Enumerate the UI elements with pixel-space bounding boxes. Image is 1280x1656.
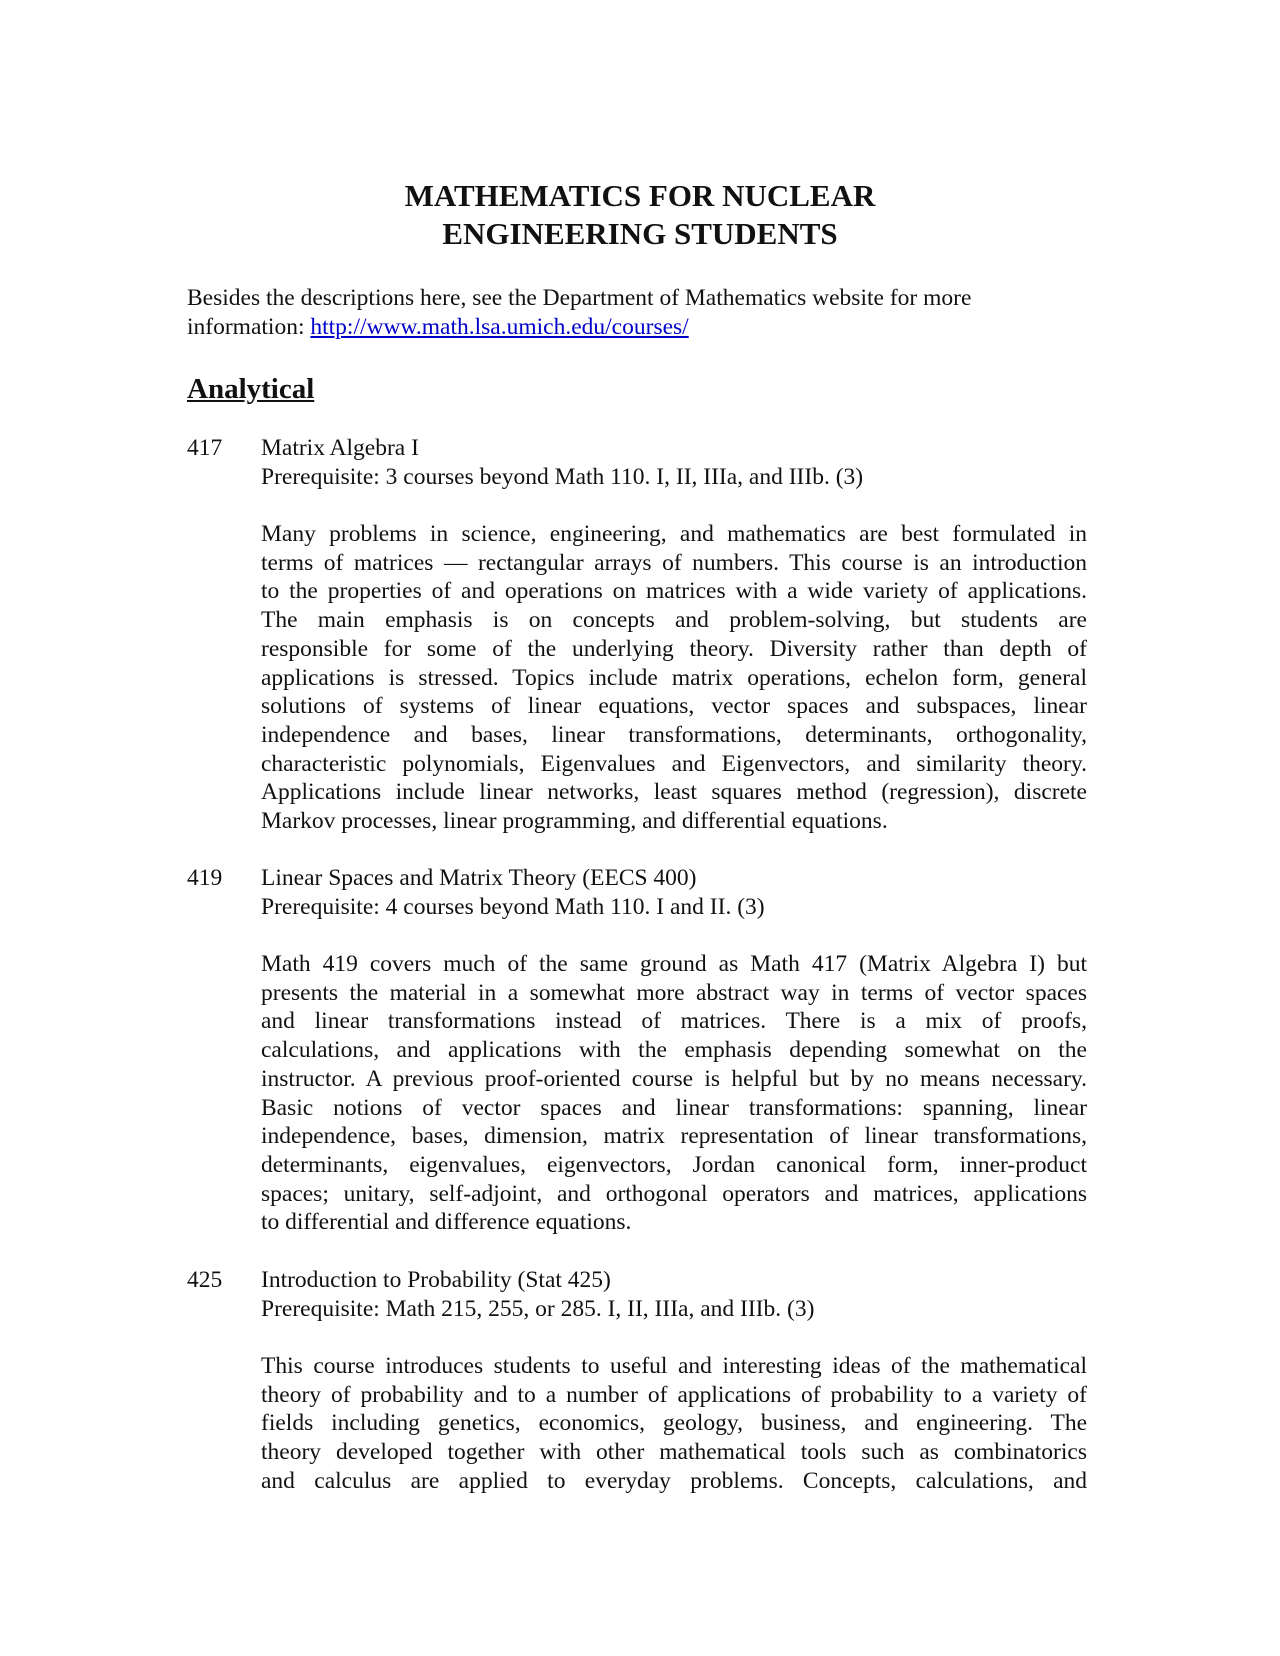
description-line: This course introduces students to useful and interesting ideas of the mathematical — [261, 1353, 1087, 1379]
description-line: Math 419 covers much of the same ground as Math 417 (Matrix Algebra I) but — [261, 951, 1087, 977]
course-name: Matrix Algebra I — [261, 435, 419, 461]
description-line: applications is stressed. Topics include matrix operations, echelon form, general — [261, 664, 1087, 691]
intro-paragraph — [187, 284, 1087, 342]
description-line: fields including genetics, economics, geology, business, and engineering. The — [261, 1410, 1087, 1437]
description-line: Applications include linear networks, least squares method (regression), discrete — [261, 779, 1087, 806]
course-number: 425 — [187, 1267, 223, 1293]
description-line: solutions of systems of linear equations, vector spaces and subspaces, linear — [261, 693, 1087, 720]
description-line: spaces; unitary, self-adjoint, and orthogonal operators and matrices, applications — [261, 1180, 1087, 1207]
page-title-line-2: ENGINEERING STUDENTS — [442, 216, 838, 251]
description-line: Many problems in science, engineering, and mathematics are best formulated in — [261, 521, 1087, 547]
description-line: determinants, eigenvalues, eigenvectors, Jordan canonical form, inner-product — [261, 1151, 1087, 1178]
description-line: and linear transformations instead of matrices. There is a mix of proofs, — [261, 1008, 1087, 1035]
description-line: independence and bases, linear transformations, determinants, orthogonality, — [261, 721, 1087, 748]
description-line: responsible for some of the underlying theory. Diversity rather than depth of — [261, 635, 1087, 662]
course-prerequisite: Prerequisite: 4 courses beyond Math 110. I and II. (3) — [261, 893, 765, 920]
course-header — [261, 864, 1087, 921]
description-line: Markov processes, linear programming, and differential equations. — [261, 808, 888, 835]
description-line: characteristic polynomials, Eigenvalues and Eigenvectors, and similarity theory. — [261, 750, 1087, 777]
description-line: theory of probability and to a number of applications of probability to a variety of — [261, 1381, 1087, 1408]
description-line: theory developed together with other mathematical tools such as combinatorics — [261, 1439, 1087, 1466]
course-prerequisite: Prerequisite: Math 215, 255, or 285. I, II, IIIa, and IIIb. (3) — [261, 1295, 815, 1322]
description-line: terms of matrices — rectangular arrays of numbers. This course is an introduction — [261, 549, 1087, 576]
course-header — [261, 434, 1087, 491]
description-line: and calculus are applied to everyday problems. Concepts, calculations, and — [261, 1467, 1087, 1494]
description-line: calculations, and applications with the emphasis depending somewhat on the — [261, 1037, 1087, 1064]
page-title-line-1: MATHEMATICS FOR NUCLEAR — [404, 178, 876, 213]
description-line: presents the material in a somewhat more abstract way in terms of vector spaces — [261, 979, 1087, 1006]
description-line: instructor. A previous proof-oriented course is helpful but by no means necessary. — [261, 1065, 1087, 1092]
course-name: Introduction to Probability (Stat 425) — [261, 1267, 611, 1293]
intro-text: Besides the descriptions here, see the Department of Mathematics website for more information: — [187, 285, 972, 340]
course-description — [261, 950, 1087, 1237]
description-line: Basic notions of vector spaces and linear transformations: spanning, linear — [261, 1094, 1087, 1121]
course-number: 417 — [187, 435, 223, 461]
description-line: to differential and difference equations. — [261, 1209, 632, 1236]
course-prerequisite: Prerequisite: 3 courses beyond Math 110. I, II, IIIa, and IIIb. (3) — [261, 463, 864, 490]
description-line: independence, bases, dimension, matrix representation of linear transformations, — [261, 1123, 1087, 1150]
course-description — [261, 1352, 1087, 1496]
description-line: to the properties of and operations on matrices with a wide variety of applications. — [261, 578, 1087, 605]
course-description — [261, 520, 1087, 836]
course-number: 419 — [187, 865, 223, 891]
course-name: Linear Spaces and Matrix Theory (EECS 400) — [261, 865, 697, 891]
course-header — [261, 1266, 1087, 1323]
section-heading-analytical: Analytical — [187, 373, 315, 405]
description-line: The main emphasis is on concepts and problem-solving, but students are — [261, 607, 1087, 634]
math-courses-link[interactable]: http://www.math.lsa.umich.edu/courses/ — [310, 314, 689, 340]
